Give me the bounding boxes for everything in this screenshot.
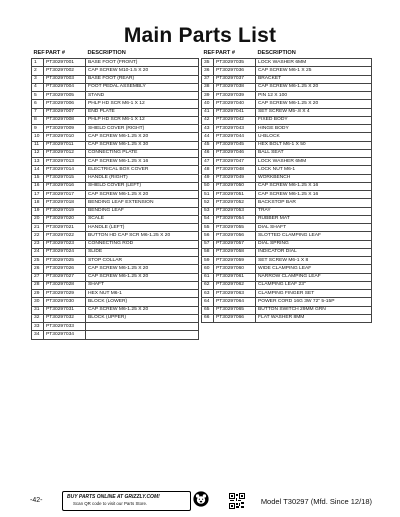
- description-cell: SHAFT: [86, 281, 199, 289]
- table-row: [32, 306, 199, 314]
- table-row: [32, 67, 199, 75]
- description-cell: WIDE CLAMPING LEAF: [256, 265, 372, 273]
- ref-cell: 24: [32, 248, 44, 256]
- description-cell: POWER CORD 16G 3W 72" 5-15P: [256, 298, 372, 306]
- ref-cell: 54: [202, 215, 214, 223]
- table-row: [202, 100, 372, 108]
- part-number-cell: PT30297011: [44, 141, 86, 149]
- ref-cell: 64: [202, 298, 214, 306]
- ref-cell: 58: [202, 248, 214, 256]
- model-label: Model T30297 (Mfd. Since 12/18): [260, 497, 372, 506]
- table-row: [32, 257, 199, 265]
- part-number-cell: PT30297037: [214, 75, 256, 83]
- description-cell: LOCK NUT M6-1: [256, 166, 372, 174]
- part-number-cell: PT30297008: [44, 116, 86, 124]
- promo-headline: BUY PARTS ONLINE AT GRIZZLY.COM!: [67, 494, 160, 500]
- table-row: [32, 59, 199, 67]
- qr-code-icon[interactable]: [229, 493, 245, 509]
- description-cell: WORKBENCH: [256, 174, 372, 182]
- part-number-cell: PT30297030: [44, 298, 86, 306]
- ref-cell: 37: [202, 75, 214, 83]
- ref-cell: 12: [32, 149, 44, 157]
- col-desc-header: DESCRIPTION: [257, 50, 296, 56]
- description-cell: [86, 323, 199, 331]
- part-number-cell: PT30297028: [44, 281, 86, 289]
- description-cell: END PLATE: [86, 108, 199, 116]
- ref-cell: 48: [202, 166, 214, 174]
- table-row: [32, 273, 199, 281]
- description-cell: HANDLE (RIGHT): [86, 174, 199, 182]
- table-row: [202, 108, 372, 116]
- part-number-cell: PT30297061: [214, 273, 256, 281]
- table-row: [32, 116, 199, 124]
- table-row: [202, 125, 372, 133]
- description-cell: HINGE BODY: [256, 125, 372, 133]
- ref-cell: 51: [202, 191, 214, 199]
- table-row: [202, 240, 372, 248]
- table-row: [32, 191, 199, 199]
- table-row: [202, 248, 372, 256]
- ref-cell: 1: [32, 59, 44, 67]
- part-number-cell: PT30297009: [44, 125, 86, 133]
- part-number-cell: PT30297039: [214, 92, 256, 100]
- table-row: [202, 306, 372, 314]
- part-number-cell: PT30297007: [44, 108, 86, 116]
- part-number-cell: PT30297058: [214, 248, 256, 256]
- description-cell: CONNECTING ROD: [86, 240, 199, 248]
- ref-cell: 47: [202, 158, 214, 166]
- description-cell: SLOTTED CLAMPING LEAF: [256, 232, 372, 240]
- table-row: [202, 92, 372, 100]
- ref-cell: 20: [32, 215, 44, 223]
- part-number-cell: PT30297065: [214, 306, 256, 314]
- description-cell: SLIDE: [86, 248, 199, 256]
- description-cell: BASE FOOT (FRONT): [86, 59, 199, 67]
- part-number-cell: PT30297016: [44, 182, 86, 190]
- ref-cell: 57: [202, 240, 214, 248]
- table-row: [32, 92, 199, 100]
- table-row: [202, 207, 372, 215]
- part-number-cell: PT30297005: [44, 92, 86, 100]
- parts-promo-box[interactable]: [62, 491, 191, 511]
- table-row: [32, 125, 199, 133]
- parts-table-left: [31, 49, 199, 340]
- table-row: [32, 199, 199, 207]
- description-cell: SCALE: [86, 215, 199, 223]
- ref-cell: 2: [32, 67, 44, 75]
- ref-cell: 49: [202, 174, 214, 182]
- part-number-cell: PT30297044: [214, 133, 256, 141]
- ref-cell: 41: [202, 108, 214, 116]
- description-cell: BUTTON HD CAP SCR M6-1.25 X 20: [86, 232, 199, 240]
- table-row: [32, 108, 199, 116]
- ref-cell: 21: [32, 224, 44, 232]
- part-number-cell: PT30297012: [44, 149, 86, 157]
- part-number-cell: PT30297066: [214, 314, 256, 322]
- table-row: [32, 83, 199, 91]
- page-title: Main Parts List: [123, 24, 277, 47]
- description-cell: FIXED BODY: [256, 116, 372, 124]
- description-cell: PHLP HD SCR M6-1 X 12: [86, 116, 199, 124]
- ref-cell: 18: [32, 199, 44, 207]
- description-cell: NARROW CLAMPING LEAF: [256, 273, 372, 281]
- col-part-header: PART #: [215, 50, 235, 56]
- ref-cell: 7: [32, 108, 44, 116]
- col-ref-header: REF: [203, 50, 215, 56]
- part-number-cell: PT30297038: [214, 83, 256, 91]
- part-number-cell: PT30297063: [214, 290, 256, 298]
- table-row: [202, 191, 372, 199]
- description-cell: CAP SCREW M6-1.25 X 16: [256, 182, 372, 190]
- description-cell: INDICATOR DIAL: [256, 248, 372, 256]
- table-row: [32, 215, 199, 223]
- ref-cell: 15: [32, 174, 44, 182]
- table-row: [202, 265, 372, 273]
- ref-cell: 66: [202, 314, 214, 322]
- table-row: [32, 149, 199, 157]
- part-number-cell: PT30297010: [44, 133, 86, 141]
- table-row: [202, 281, 372, 289]
- ref-cell: 53: [202, 207, 214, 215]
- ref-cell: 30: [32, 298, 44, 306]
- ref-cell: 4: [32, 83, 44, 91]
- part-number-cell: PT30297053: [214, 207, 256, 215]
- description-cell: BASE FOOT (REAR): [86, 75, 199, 83]
- ref-cell: 55: [202, 224, 214, 232]
- ref-cell: 26: [32, 265, 44, 273]
- table-header: [32, 49, 199, 59]
- part-number-cell: PT30297018: [44, 199, 86, 207]
- col-part-header: PART #: [45, 50, 65, 56]
- part-number-cell: PT30297022: [44, 232, 86, 240]
- ref-cell: 60: [202, 265, 214, 273]
- ref-cell: 39: [202, 92, 214, 100]
- table-row: [202, 182, 372, 190]
- ref-cell: 59: [202, 257, 214, 265]
- ref-cell: 34: [32, 331, 44, 339]
- table-row: [32, 265, 199, 273]
- part-number-cell: PT30297014: [44, 166, 86, 174]
- table-row: [32, 133, 199, 141]
- col-desc-header: DESCRIPTION: [87, 50, 126, 56]
- table-row: [32, 298, 199, 306]
- description-cell: PHLP HD SCR M6-1 X 12: [86, 100, 199, 108]
- part-number-cell: PT30297054: [214, 215, 256, 223]
- part-number-cell: PT30297025: [44, 257, 86, 265]
- part-number-cell: PT30297034: [44, 331, 86, 339]
- ref-cell: 38: [202, 83, 214, 91]
- description-cell: CAP SCREW M6-1.25 X 20: [86, 306, 199, 314]
- table-row: [202, 273, 372, 281]
- ref-cell: 40: [202, 100, 214, 108]
- ref-cell: 56: [202, 232, 214, 240]
- ref-cell: 63: [202, 290, 214, 298]
- table-row: [202, 166, 372, 174]
- description-cell: CAP SCREW M6-1 X 25: [256, 67, 372, 75]
- part-number-cell: PT30297060: [214, 265, 256, 273]
- part-number-cell: PT30297027: [44, 273, 86, 281]
- part-number-cell: PT30297047: [214, 158, 256, 166]
- description-cell: LOCK WASHER 6MM: [256, 158, 372, 166]
- description-cell: CAP SCREW M6-1.25 X 16: [86, 158, 199, 166]
- part-number-cell: PT30297062: [214, 281, 256, 289]
- description-cell: U-BLOCK: [256, 133, 372, 141]
- table-row: [32, 166, 199, 174]
- description-cell: CAP SCREW M6-1.25 X 20: [86, 273, 199, 281]
- part-number-cell: PT30297057: [214, 240, 256, 248]
- description-cell: CAP SCREW M6-1.25 X 20: [86, 265, 199, 273]
- ref-cell: 36: [202, 67, 214, 75]
- description-cell: RUBBER MAT: [256, 215, 372, 223]
- description-cell: BENDING LEAF EXTENSION: [86, 199, 199, 207]
- description-cell: CAP SCREW M6-1.25 X 20: [86, 133, 199, 141]
- description-cell: [86, 331, 199, 339]
- description-cell: CAP SCREW M10-1.5 X 20: [86, 67, 199, 75]
- ref-cell: 11: [32, 141, 44, 149]
- ref-cell: 44: [202, 133, 214, 141]
- table-row: [202, 133, 372, 141]
- table-row: [32, 158, 199, 166]
- table-row: [202, 83, 372, 91]
- ref-cell: 14: [32, 166, 44, 174]
- part-number-cell: PT30297043: [214, 125, 256, 133]
- part-number-cell: PT30297031: [44, 306, 86, 314]
- ref-cell: 23: [32, 240, 44, 248]
- part-number-cell: PT30297002: [44, 67, 86, 75]
- ref-cell: 52: [202, 199, 214, 207]
- part-number-cell: PT30297035: [214, 59, 256, 67]
- description-cell: HEX NUT M6-1: [86, 290, 199, 298]
- part-number-cell: PT30297032: [44, 314, 86, 322]
- description-cell: CLAMPING LEAF 23": [256, 281, 372, 289]
- table-row: [32, 100, 199, 108]
- description-cell: SET SCREW M5-.8 X 4: [256, 108, 372, 116]
- part-number-cell: PT30297055: [214, 224, 256, 232]
- part-number-cell: PT30297036: [214, 67, 256, 75]
- ref-cell: 13: [32, 158, 44, 166]
- part-number-cell: PT30297017: [44, 191, 86, 199]
- part-number-cell: PT30297015: [44, 174, 86, 182]
- part-number-cell: PT30297050: [214, 182, 256, 190]
- description-cell: BUTTON SWITCH 29MM GRN: [256, 306, 372, 314]
- table-row: [202, 174, 372, 182]
- col-ref-header: REF: [33, 50, 45, 56]
- part-number-cell: PT30297048: [214, 166, 256, 174]
- ref-cell: 5: [32, 92, 44, 100]
- ref-cell: 61: [202, 273, 214, 281]
- part-number-cell: PT30297003: [44, 75, 86, 83]
- description-cell: BRACKET: [256, 75, 372, 83]
- part-number-cell: PT30297023: [44, 240, 86, 248]
- description-cell: TRAY: [256, 207, 372, 215]
- table-row: [202, 232, 372, 240]
- ref-cell: 32: [32, 314, 44, 322]
- table-row: [202, 116, 372, 124]
- ref-cell: 25: [32, 257, 44, 265]
- description-cell: FOOT PEDAL ASSEMBLY: [86, 83, 199, 91]
- part-number-cell: PT30297013: [44, 158, 86, 166]
- part-number-cell: PT30297029: [44, 290, 86, 298]
- ref-cell: 16: [32, 182, 44, 190]
- part-number-cell: PT30297052: [214, 199, 256, 207]
- ref-cell: 27: [32, 273, 44, 281]
- table-row: [32, 290, 199, 298]
- description-cell: HANDLE (LEFT): [86, 224, 199, 232]
- table-row: [32, 232, 199, 240]
- table-row: [32, 323, 199, 331]
- description-cell: SHIELD COVER (LEFT): [86, 182, 199, 190]
- part-number-cell: PT30297041: [214, 108, 256, 116]
- description-cell: CLAMPING FINGER SET: [256, 290, 372, 298]
- description-cell: CAP SCREW M6-1.25 X 20: [256, 100, 372, 108]
- part-number-cell: PT30297021: [44, 224, 86, 232]
- table-row: [32, 182, 199, 190]
- ref-cell: 9: [32, 125, 44, 133]
- table-row: [32, 248, 199, 256]
- table-row: [32, 331, 199, 339]
- ref-cell: 28: [32, 281, 44, 289]
- table-row: [202, 224, 372, 232]
- ref-cell: 10: [32, 133, 44, 141]
- part-number-cell: PT30297024: [44, 248, 86, 256]
- ref-cell: 62: [202, 281, 214, 289]
- part-number-cell: PT30297020: [44, 215, 86, 223]
- description-cell: CONNECTING PLATE: [86, 149, 199, 157]
- table-row: [202, 257, 372, 265]
- ref-cell: 6: [32, 100, 44, 108]
- table-row: [202, 215, 372, 223]
- table-row: [202, 149, 372, 157]
- part-number-cell: PT30297006: [44, 100, 86, 108]
- part-number-cell: PT30297001: [44, 59, 86, 67]
- ref-cell: 50: [202, 182, 214, 190]
- ref-cell: 35: [202, 59, 214, 67]
- part-number-cell: PT30297040: [214, 100, 256, 108]
- description-cell: BLOCK (LOWER): [86, 298, 199, 306]
- description-cell: CAP SCREW M6-1.25 X 30: [86, 141, 199, 149]
- part-number-cell: PT30297046: [214, 149, 256, 157]
- ref-cell: 43: [202, 125, 214, 133]
- description-cell: SHIELD COVER (RIGHT): [86, 125, 199, 133]
- part-number-cell: PT30297045: [214, 141, 256, 149]
- description-cell: HEX BOLT M6-1 X 50: [256, 141, 372, 149]
- description-cell: FLAT WASHER 8MM: [256, 314, 372, 322]
- promo-subtext: Scan QR code to visit our Parts Store.: [73, 501, 148, 506]
- description-cell: BENDING LEAF: [86, 207, 199, 215]
- page-number: -42-: [30, 497, 43, 504]
- ref-cell: 31: [32, 306, 44, 314]
- description-cell: STOP COLLAR: [86, 257, 199, 265]
- table-row: [32, 141, 199, 149]
- ref-cell: 46: [202, 149, 214, 157]
- page-footer: [0, 491, 400, 511]
- ref-cell: 65: [202, 306, 214, 314]
- grizzly-bear-logo-icon: [193, 491, 209, 507]
- parts-table-right: [201, 49, 372, 323]
- description-cell: BALL SEAT: [256, 149, 372, 157]
- description-cell: STAND: [86, 92, 199, 100]
- table-row: [32, 240, 199, 248]
- table-row: [202, 59, 372, 67]
- description-cell: BACKSTOP BAR: [256, 199, 372, 207]
- description-cell: BLOCK (UPPER): [86, 314, 199, 322]
- ref-cell: 33: [32, 323, 44, 331]
- table-row: [32, 281, 199, 289]
- table-row: [202, 75, 372, 83]
- table-row: [202, 158, 372, 166]
- part-number-cell: PT30297004: [44, 83, 86, 91]
- part-number-cell: PT30297059: [214, 257, 256, 265]
- ref-cell: 45: [202, 141, 214, 149]
- part-number-cell: PT30297049: [214, 174, 256, 182]
- table-row: [202, 298, 372, 306]
- table-row: [32, 174, 199, 182]
- description-cell: DIAL SHAFT: [256, 224, 372, 232]
- part-number-cell: PT30297056: [214, 232, 256, 240]
- description-cell: CAP SCREW M6-1.25 X 16: [256, 191, 372, 199]
- ref-cell: 8: [32, 116, 44, 124]
- part-number-cell: PT30297064: [214, 298, 256, 306]
- table-row: [32, 207, 199, 215]
- part-number-cell: PT30297033: [44, 323, 86, 331]
- ref-cell: 17: [32, 191, 44, 199]
- table-row: [202, 290, 372, 298]
- table-row: [202, 314, 372, 322]
- description-cell: CAP SCREW M6-1.25 X 20: [86, 191, 199, 199]
- ref-cell: 19: [32, 207, 44, 215]
- table-row: [32, 314, 199, 322]
- description-cell: CAP SCREW M6-1.25 X 20: [256, 83, 372, 91]
- ref-cell: 42: [202, 116, 214, 124]
- description-cell: SET SCREW M6-1 X 8: [256, 257, 372, 265]
- description-cell: PIN 12 X 100: [256, 92, 372, 100]
- table-row: [32, 224, 199, 232]
- table-row: [202, 199, 372, 207]
- part-number-cell: PT30297019: [44, 207, 86, 215]
- part-number-cell: PT30297026: [44, 265, 86, 273]
- ref-cell: 22: [32, 232, 44, 240]
- part-number-cell: PT30297042: [214, 116, 256, 124]
- description-cell: DIAL SPRING: [256, 240, 372, 248]
- description-cell: ELECTRICAL BOX COVER: [86, 166, 199, 174]
- ref-cell: 29: [32, 290, 44, 298]
- description-cell: LOCK WASHER 6MM: [256, 59, 372, 67]
- table-row: [32, 75, 199, 83]
- table-row: [202, 67, 372, 75]
- table-header: [202, 49, 372, 59]
- ref-cell: 3: [32, 75, 44, 83]
- table-row: [202, 141, 372, 149]
- part-number-cell: PT30297051: [214, 191, 256, 199]
